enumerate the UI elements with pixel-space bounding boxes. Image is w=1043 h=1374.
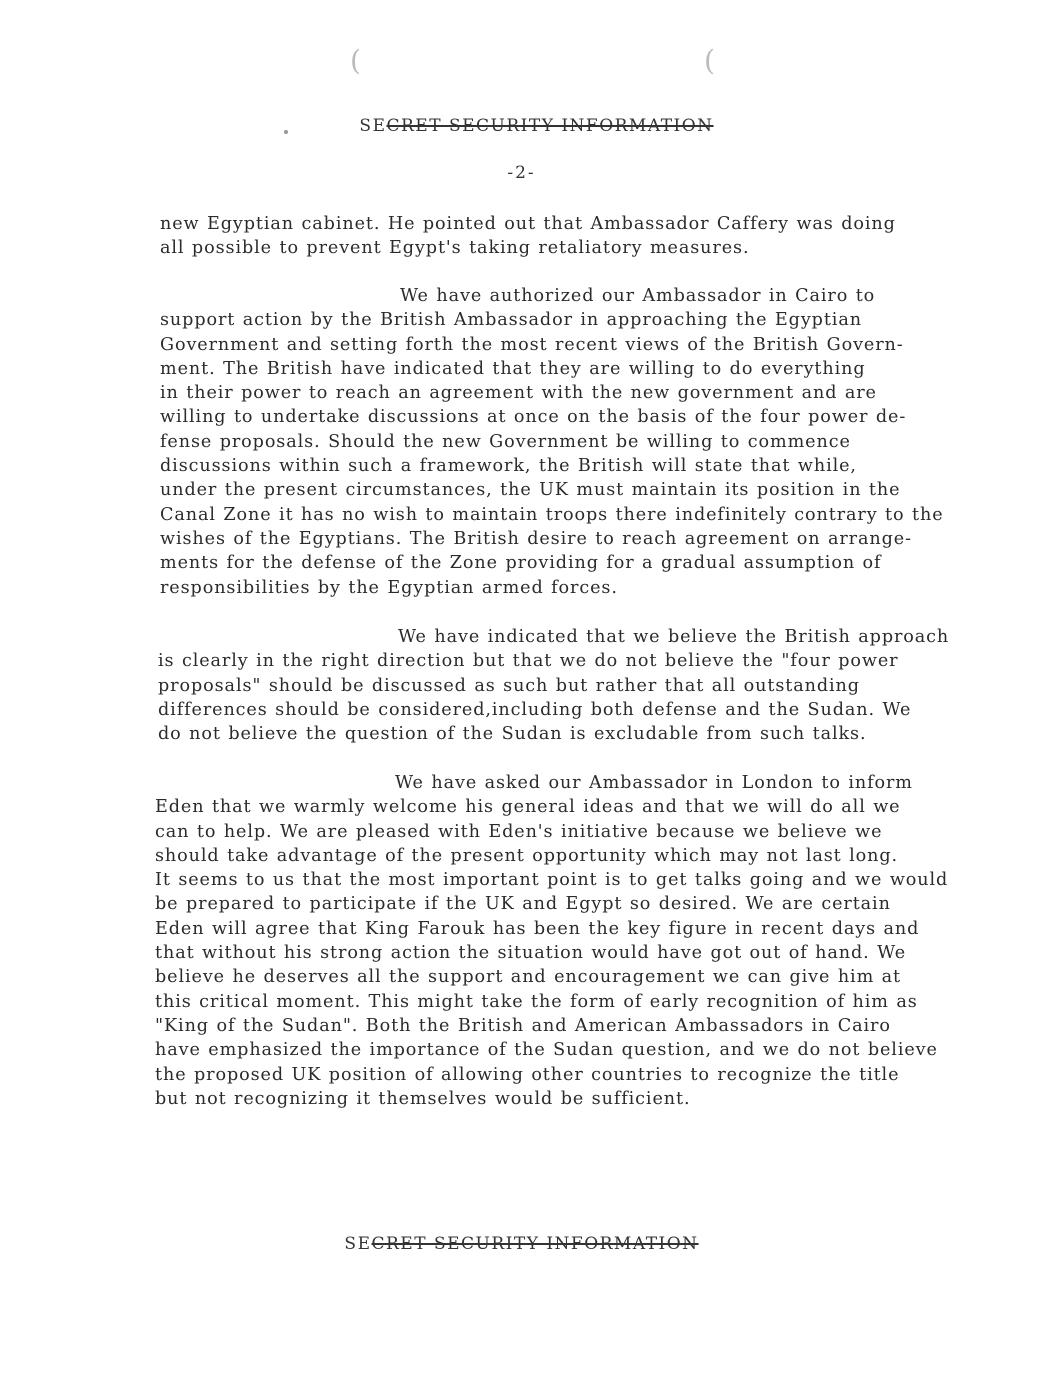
paragraph-line: that without his strong action the situation would have got out of hand. We: [155, 943, 907, 964]
paragraph-line: "King of the Sudan". Both the British and American Ambassadors in Cairo: [155, 1015, 891, 1036]
paragraph-line: can to help. We are pleased with Eden's initiative because we believe we: [155, 821, 883, 842]
paragraph-line: Eden that we warmly welcome his general ideas and that we will do all we: [155, 797, 901, 818]
paragraph-line: We have authorized our Ambassador in Cairo to: [400, 286, 876, 306]
paragraph-line: willing to undertake discussions at once on the basis of the four power de-: [160, 407, 907, 428]
paragraph-line: all possible to prevent Egypt's taking retaliatory measures.: [160, 238, 750, 259]
paragraph-1: [160, 212, 896, 261]
paragraph-line: is clearly in the right direction but that we do not believe the "four power: [158, 651, 899, 672]
classification-header: [0, 116, 1043, 136]
paragraph-3: [158, 625, 949, 746]
paragraph-line: We have asked our Ambassador in London to inform: [395, 773, 913, 793]
paragraph-line: wishes of the Egyptians. The British desire to reach agreement on arrange-: [160, 528, 912, 549]
classification-header-struck: CRET SECURITY INFORMATION: [386, 116, 714, 136]
paragraph-line: be prepared to participate if the UK and Egypt so desired. We are certain: [155, 894, 891, 915]
paragraph-line: We have indicated that we believe the British approach: [398, 627, 950, 647]
paragraph-line: Canal Zone it has no wish to maintain troops there indefinitely contrary to the: [160, 504, 944, 525]
paragraph-line: ment. The British have indicated that they are willing to do everything: [160, 358, 866, 379]
page-number: -2-: [507, 163, 536, 183]
classification-header-plain: SE: [359, 116, 387, 136]
paragraph-4: [155, 771, 948, 1111]
paragraph-line: proposals" should be discussed as such but rather that all outstanding: [158, 675, 860, 696]
scan-mark-left: (: [350, 44, 361, 77]
paragraph-line: Government and setting forth the most recent views of the British Govern-: [160, 334, 904, 355]
classification-footer: [0, 1234, 1043, 1254]
paragraph-line: have emphasized the importance of the Sudan question, and we do not believe: [155, 1040, 938, 1061]
paragraph-line: fense proposals. Should the new Government be willing to commence: [160, 431, 851, 452]
paragraph-line: It seems to us that the most important point is to get talks going and we would: [155, 870, 949, 891]
paragraph-line: Eden will agree that King Farouk has been the key figure in recent days and: [155, 918, 920, 939]
scan-mark-right: (: [704, 44, 715, 77]
paragraph-line: the proposed UK position of allowing other countries to recognize the title: [155, 1064, 900, 1085]
paragraph-line: responsibilities by the Egyptian armed forces.: [160, 577, 618, 598]
paragraph-line: but not recognizing it themselves would be sufficient.: [155, 1088, 691, 1109]
paragraph-line: believe he deserves all the support and encouragement we can give him at: [155, 967, 902, 988]
classification-footer-struck: CRET SECURITY INFORMATION: [371, 1234, 699, 1254]
paragraph-line: this critical moment. This might take the form of early recognition of him as: [155, 991, 918, 1012]
classification-footer-plain: SE: [344, 1234, 372, 1254]
paragraph-line: ments for the defense of the Zone providing for a gradual assumption of: [160, 553, 882, 574]
paragraph-line: new Egyptian cabinet. He pointed out that Ambassador Caffery was doing: [160, 214, 896, 234]
paragraph-line: support action by the British Ambassador in approaching the Egyptian: [160, 310, 862, 331]
paragraph-line: should take advantage of the present opportunity which may not last long.: [155, 845, 899, 866]
paragraph-2: [160, 284, 944, 600]
paragraph-line: under the present circumstances, the UK must maintain its position in the: [160, 480, 901, 501]
paragraph-line: in their power to reach an agreement with the new government and are: [160, 383, 877, 404]
paragraph-line: do not believe the question of the Sudan is excludable from such talks.: [158, 724, 867, 745]
paragraph-line: differences should be considered,including both defense and the Sudan. We: [158, 699, 912, 720]
paragraph-line: discussions within such a framework, the British will state that while,: [160, 456, 857, 477]
